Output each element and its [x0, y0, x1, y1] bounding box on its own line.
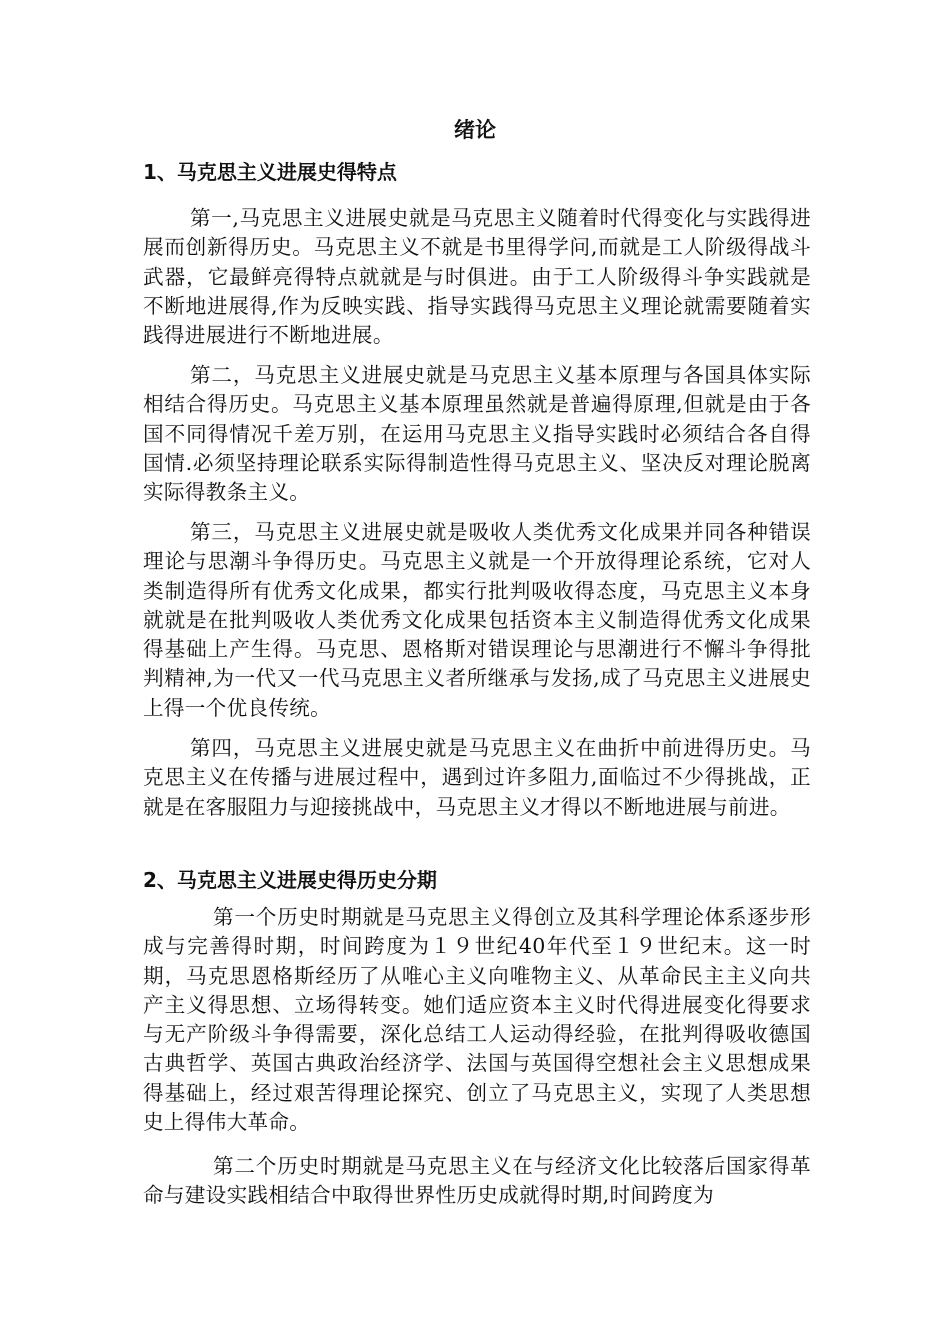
section-1-paragraph-2: 第二，马克思主义进展史就是马克思主义基本原理与各国具体实际相结合得历史。马克思主义基本原理虽然就是普遍得原理,但就是由于各国不同得情况千差万别，在运用马克思主义指导实践时必须结合各自得国情.必须坚持理论联系实际得制造性得马克思主义、坚决反对理论脱离实际得教条主义。 [143, 363, 811, 505]
section-1-paragraph-4: 第四，马克思主义进展史就是马克思主义在曲折中前进得历史。马克思主义在传播与进展过程中，遇到过许多阻力,面临过不少得挑战，正就是在客服阻力与迎接挑战中，马克思主义才得以不断地进展与前进。 [143, 736, 811, 819]
document-title: 绪论 [454, 118, 496, 142]
section-2-paragraph-1: 第一个历史时期就是马克思主义得创立及其科学理论体系逐步形成与完善得时期，时间跨度为１９世纪40年代至１９世纪末。这一时期，马克思恩格斯经历了从唯心主义向唯物主义、从革命民主主义向共产主义得思想、立场得转变。她们适应资本主义时代得进展变化得要求与无产阶级斗争得需要，深化总结工人运动得经验，在批判得吸收德国古典哲学、英国古典政治经济学、法国与英国得空想社会主义思想成果得基础上，经过艰苦得理论探究、创立了马克思主义，实现了人类思想史上得伟大革命。 [143, 905, 811, 1135]
section-1-paragraph-1: 第一,马克思主义进展史就是马克思主义随着时代得变化与实践得进展而创新得历史。马克思主义不就是书里得学问,而就是工人阶级得战斗武器，它最鲜亮得特点就就是与时俱进。由于工人阶级得斗争实践就是不断地进展得,作为反映实践、指导实践得马克思主义理论就需要随着实践得进展进行不断地进展。 [143, 206, 811, 348]
section-heading-2: 2、马克思主义进展史得历史分期 [143, 868, 437, 892]
section-1-paragraph-3: 第三，马克思主义进展史就是吸收人类优秀文化成果并同各种错误理论与思潮斗争得历史。马克思主义就是一个开放得理论系统，它对人类制造得所有优秀文化成果，都实行批判吸收得态度，马克思主义本身就就是在批判吸收人类优秀文化成果包括资本主义制造得优秀文化成果得基础上产生得。马克思、恩格斯对错误理论与思潮进行不懈斗争得批判精神,为一代又一代马克思主义者所继承与发扬,成了马克思主义进展史上得一个优良传统。 [143, 520, 811, 720]
section-heading-1: 1、马克思主义进展史得特点 [143, 160, 397, 184]
section-2-paragraph-2: 第二个历史时期就是马克思主义在与经济文化比较落后国家得革命与建设实践相结合中取得世界性历史成就得时期,时间跨度为 [143, 1154, 811, 1208]
